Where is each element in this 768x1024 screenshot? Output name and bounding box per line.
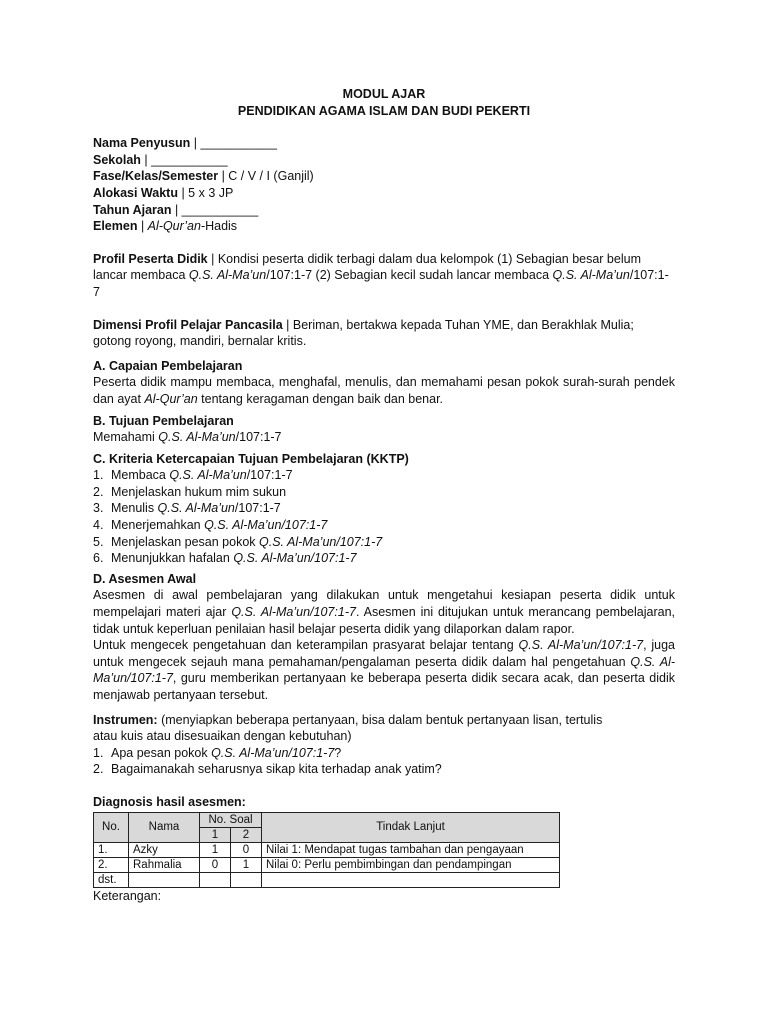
list-item xyxy=(93,761,675,778)
instrumen-line2: atau kuis atau disesuaikan dengan kebutuhan) xyxy=(93,729,352,744)
table-row xyxy=(94,857,560,872)
profil-text: /107:1-7 (2) Sebagian kecil sudah lancar membaca xyxy=(266,268,553,283)
cell-soal-2: 1 xyxy=(231,857,262,872)
list-text: Membaca xyxy=(111,468,170,483)
cell-nama xyxy=(129,872,200,887)
list-text: /107:1-7 xyxy=(246,468,293,483)
info-penyusun xyxy=(93,135,675,152)
info-label: Fase/Kelas/Semester xyxy=(93,169,219,184)
document-subtitle: PENDIDIKAN AGAMA ISLAM DAN BUDI PEKERTI xyxy=(237,103,531,118)
info-value: | ___________ xyxy=(171,202,259,217)
kktp-list xyxy=(93,467,675,567)
info-tahun xyxy=(93,202,675,219)
dimensi-profil xyxy=(93,317,675,350)
document-page xyxy=(93,86,675,904)
col-header-tindak: Tindak Lanjut xyxy=(262,812,560,842)
cell-nama: Rahmalia xyxy=(129,857,200,872)
capaian-text xyxy=(93,374,675,407)
list-item xyxy=(93,467,675,484)
cell-no: dst. xyxy=(94,872,129,887)
diagnosis-table xyxy=(93,812,560,888)
info-label: Alokasi Waktu xyxy=(93,185,178,200)
profil-text: | Kondisi peserta didik terbagi dalam dua kelompok (1) Sebagian besar belum lancar membaca xyxy=(93,251,641,283)
cell-soal-1: 1 xyxy=(200,842,231,857)
section-heading-asesmen: D. Asesmen Awal xyxy=(93,571,197,586)
tujuan-part: /107:1-7 xyxy=(235,430,282,445)
list-num: 4. xyxy=(93,518,104,533)
list-item xyxy=(93,484,675,501)
cell-nama: Azky xyxy=(129,842,200,857)
info-block xyxy=(93,135,675,235)
cell-no: 1. xyxy=(94,842,129,857)
section-heading-kktp: C. Kriteria Ketercapaian Tujuan Pembelajaran (KKTP) xyxy=(93,451,409,466)
cell-soal-2: 0 xyxy=(231,842,262,857)
info-fase xyxy=(93,168,675,185)
info-value: | ___________ xyxy=(140,152,228,167)
info-label: Nama Penyusun xyxy=(93,136,191,151)
asesmen-paragraph-1 xyxy=(93,587,675,637)
info-label: Tahun Ajaran xyxy=(93,202,172,217)
section-heading-tujuan: B. Tujuan Pembelajaran xyxy=(93,413,234,428)
profil-label: Profil Peserta Didik xyxy=(93,251,208,266)
list-text: Menunjukkan hafalan xyxy=(111,551,234,566)
info-elemen xyxy=(93,218,675,235)
instrumen-text: (menyiapkan beberapa pertanyaan, bisa dalam bentuk pertanyaan lisan, tertulis xyxy=(157,712,603,727)
profil-surah: Q.S. Al-Ma’un xyxy=(188,268,267,283)
list-num: 1. xyxy=(93,745,104,760)
table-header-row xyxy=(94,812,560,827)
cell-soal-1: 0 xyxy=(200,857,231,872)
instrumen-intro xyxy=(93,712,675,729)
instrumen-label: Instrumen: xyxy=(93,712,158,727)
col-header-no: No. xyxy=(94,812,129,842)
col-header-nama: Nama xyxy=(129,812,200,842)
profil-peserta-didik xyxy=(93,251,675,301)
list-italic: Q.S. Al-Ma’un/107:1-7 xyxy=(259,534,383,549)
col-header-soal-2: 2 xyxy=(231,827,262,842)
list-num: 2. xyxy=(93,484,104,499)
capaian-part: tentang keragaman dengan baik dan benar. xyxy=(197,391,444,406)
cell-soal-1 xyxy=(200,872,231,887)
list-italic: Q.S. Al-Ma’un/107:1-7 xyxy=(233,551,357,566)
info-label: Sekolah xyxy=(93,152,141,167)
list-item xyxy=(93,550,675,567)
list-text: Menerjemahkan xyxy=(111,518,205,533)
list-item xyxy=(93,500,675,517)
tujuan-italic: Q.S. Al-Ma’un xyxy=(158,430,236,445)
asesmen-part: Asesmen di awal pembelajaran yang dilakukan untuk mengetahui kesiapan peserta didik untuk mempelajari materi ajar xyxy=(93,588,675,620)
cell-tindak: Nilai 1: Mendapat tugas tambahan dan pengayaan xyxy=(262,842,560,857)
profil-surah: Q.S. Al-Ma’un xyxy=(552,268,630,283)
dimensi-label: Dimensi Profil Pelajar Pancasila xyxy=(93,317,283,332)
list-italic: Q.S. Al-Ma’un xyxy=(157,501,235,516)
dimensi-text: | Beriman, bertakwa kepada Tuhan YME, dan Berakhlak Mulia; gotong royong, mandiri, bernalar kritis. xyxy=(93,317,634,349)
instrumen-list xyxy=(93,745,675,778)
table-row xyxy=(94,842,560,857)
asesmen-italic: Q.S. Al-Ma’un/107:1-7 xyxy=(231,605,356,620)
diagnosis-title: Diagnosis hasil asesmen: xyxy=(93,794,246,809)
info-value: | ___________ xyxy=(190,136,277,151)
asesmen-part: , guru memberikan pertanyaan ke beberapa peserta didik secara acak, dan peserta didik menjawab pertanyaan tersebut. xyxy=(93,671,675,702)
document-title: MODUL AJAR xyxy=(342,87,426,101)
table-row xyxy=(94,872,560,887)
list-text: ? xyxy=(334,745,342,760)
col-header-soal-1: 1 xyxy=(200,827,231,842)
list-text: Menjelaskan hukum mim sukun xyxy=(111,484,287,499)
list-num: 6. xyxy=(93,551,104,566)
list-item xyxy=(93,534,675,551)
capaian-part: Peserta didik mampu membaca, menghafal, menulis, dan memahami pesan pokok surah-surah pendek dan ayat xyxy=(93,375,675,406)
tujuan-text xyxy=(93,429,675,446)
cell-tindak: Nilai 0: Perlu pembimbingan dan pendampingan xyxy=(262,857,560,872)
list-text: Menulis xyxy=(111,501,158,516)
list-italic: Q.S. Al-Ma’un xyxy=(169,468,247,483)
list-text: Menjelaskan pesan pokok xyxy=(111,534,260,549)
asesmen-part: , juga untuk mengecek sejauh mana pemahaman/pengalaman peserta didik dalam hal pengetahuan xyxy=(93,638,675,669)
asesmen-paragraph-2 xyxy=(93,637,675,703)
keterangan-label: Keterangan: xyxy=(93,888,162,903)
list-text: /107:1-7 xyxy=(234,501,281,516)
cell-tindak xyxy=(262,872,560,887)
list-item xyxy=(93,745,675,762)
list-italic: Q.S. Al-Ma’un/107:1-7 xyxy=(204,518,328,533)
info-label: Elemen xyxy=(93,219,138,234)
cell-soal-2 xyxy=(231,872,262,887)
info-value: | 5 x 3 JP xyxy=(177,185,234,200)
list-num: 2. xyxy=(93,762,104,777)
list-num: 5. xyxy=(93,534,104,549)
col-header-soal: No. Soal xyxy=(200,812,262,827)
list-item xyxy=(93,517,675,534)
list-text: Apa pesan pokok xyxy=(111,745,212,760)
profil-text: /107:1-7 xyxy=(93,268,669,299)
info-sep: | xyxy=(137,219,148,234)
list-italic: Q.S. Al-Ma’un/107:1-7 xyxy=(211,745,335,760)
list-num: 1. xyxy=(93,468,104,483)
info-value: | C / V / I (Ganjil) xyxy=(218,169,314,184)
capaian-italic: Al-Qur’an xyxy=(144,391,198,406)
info-value-italic: Al-Qur’an xyxy=(147,219,201,234)
asesmen-italic: Q.S. Al-Ma’un/107:1-7 xyxy=(93,654,676,686)
asesmen-italic: Q.S. Al-Ma’un/107:1-7 xyxy=(518,638,644,653)
info-alokasi xyxy=(93,185,675,202)
list-num: 3. xyxy=(93,501,104,516)
info-value: -Hadis xyxy=(200,219,238,234)
tujuan-part: Memahami xyxy=(93,430,159,445)
info-sekolah xyxy=(93,152,675,169)
asesmen-part: Untuk mengecek pengetahuan dan keterampilan prasyarat belajar tentang xyxy=(93,638,519,653)
asesmen-part: . Asesmen ini ditujukan untuk merancang pembelajaran, tidak untuk keperluan penilaian hasil belajar peserta didik yang dilaporkan dalam rapor. xyxy=(93,605,675,636)
cell-no: 2. xyxy=(94,857,129,872)
list-text: Bagaimanakah seharusnya sikap kita terhadap anak yatim? xyxy=(111,762,442,777)
section-heading-capaian: A. Capaian Pembelajaran xyxy=(93,358,243,373)
